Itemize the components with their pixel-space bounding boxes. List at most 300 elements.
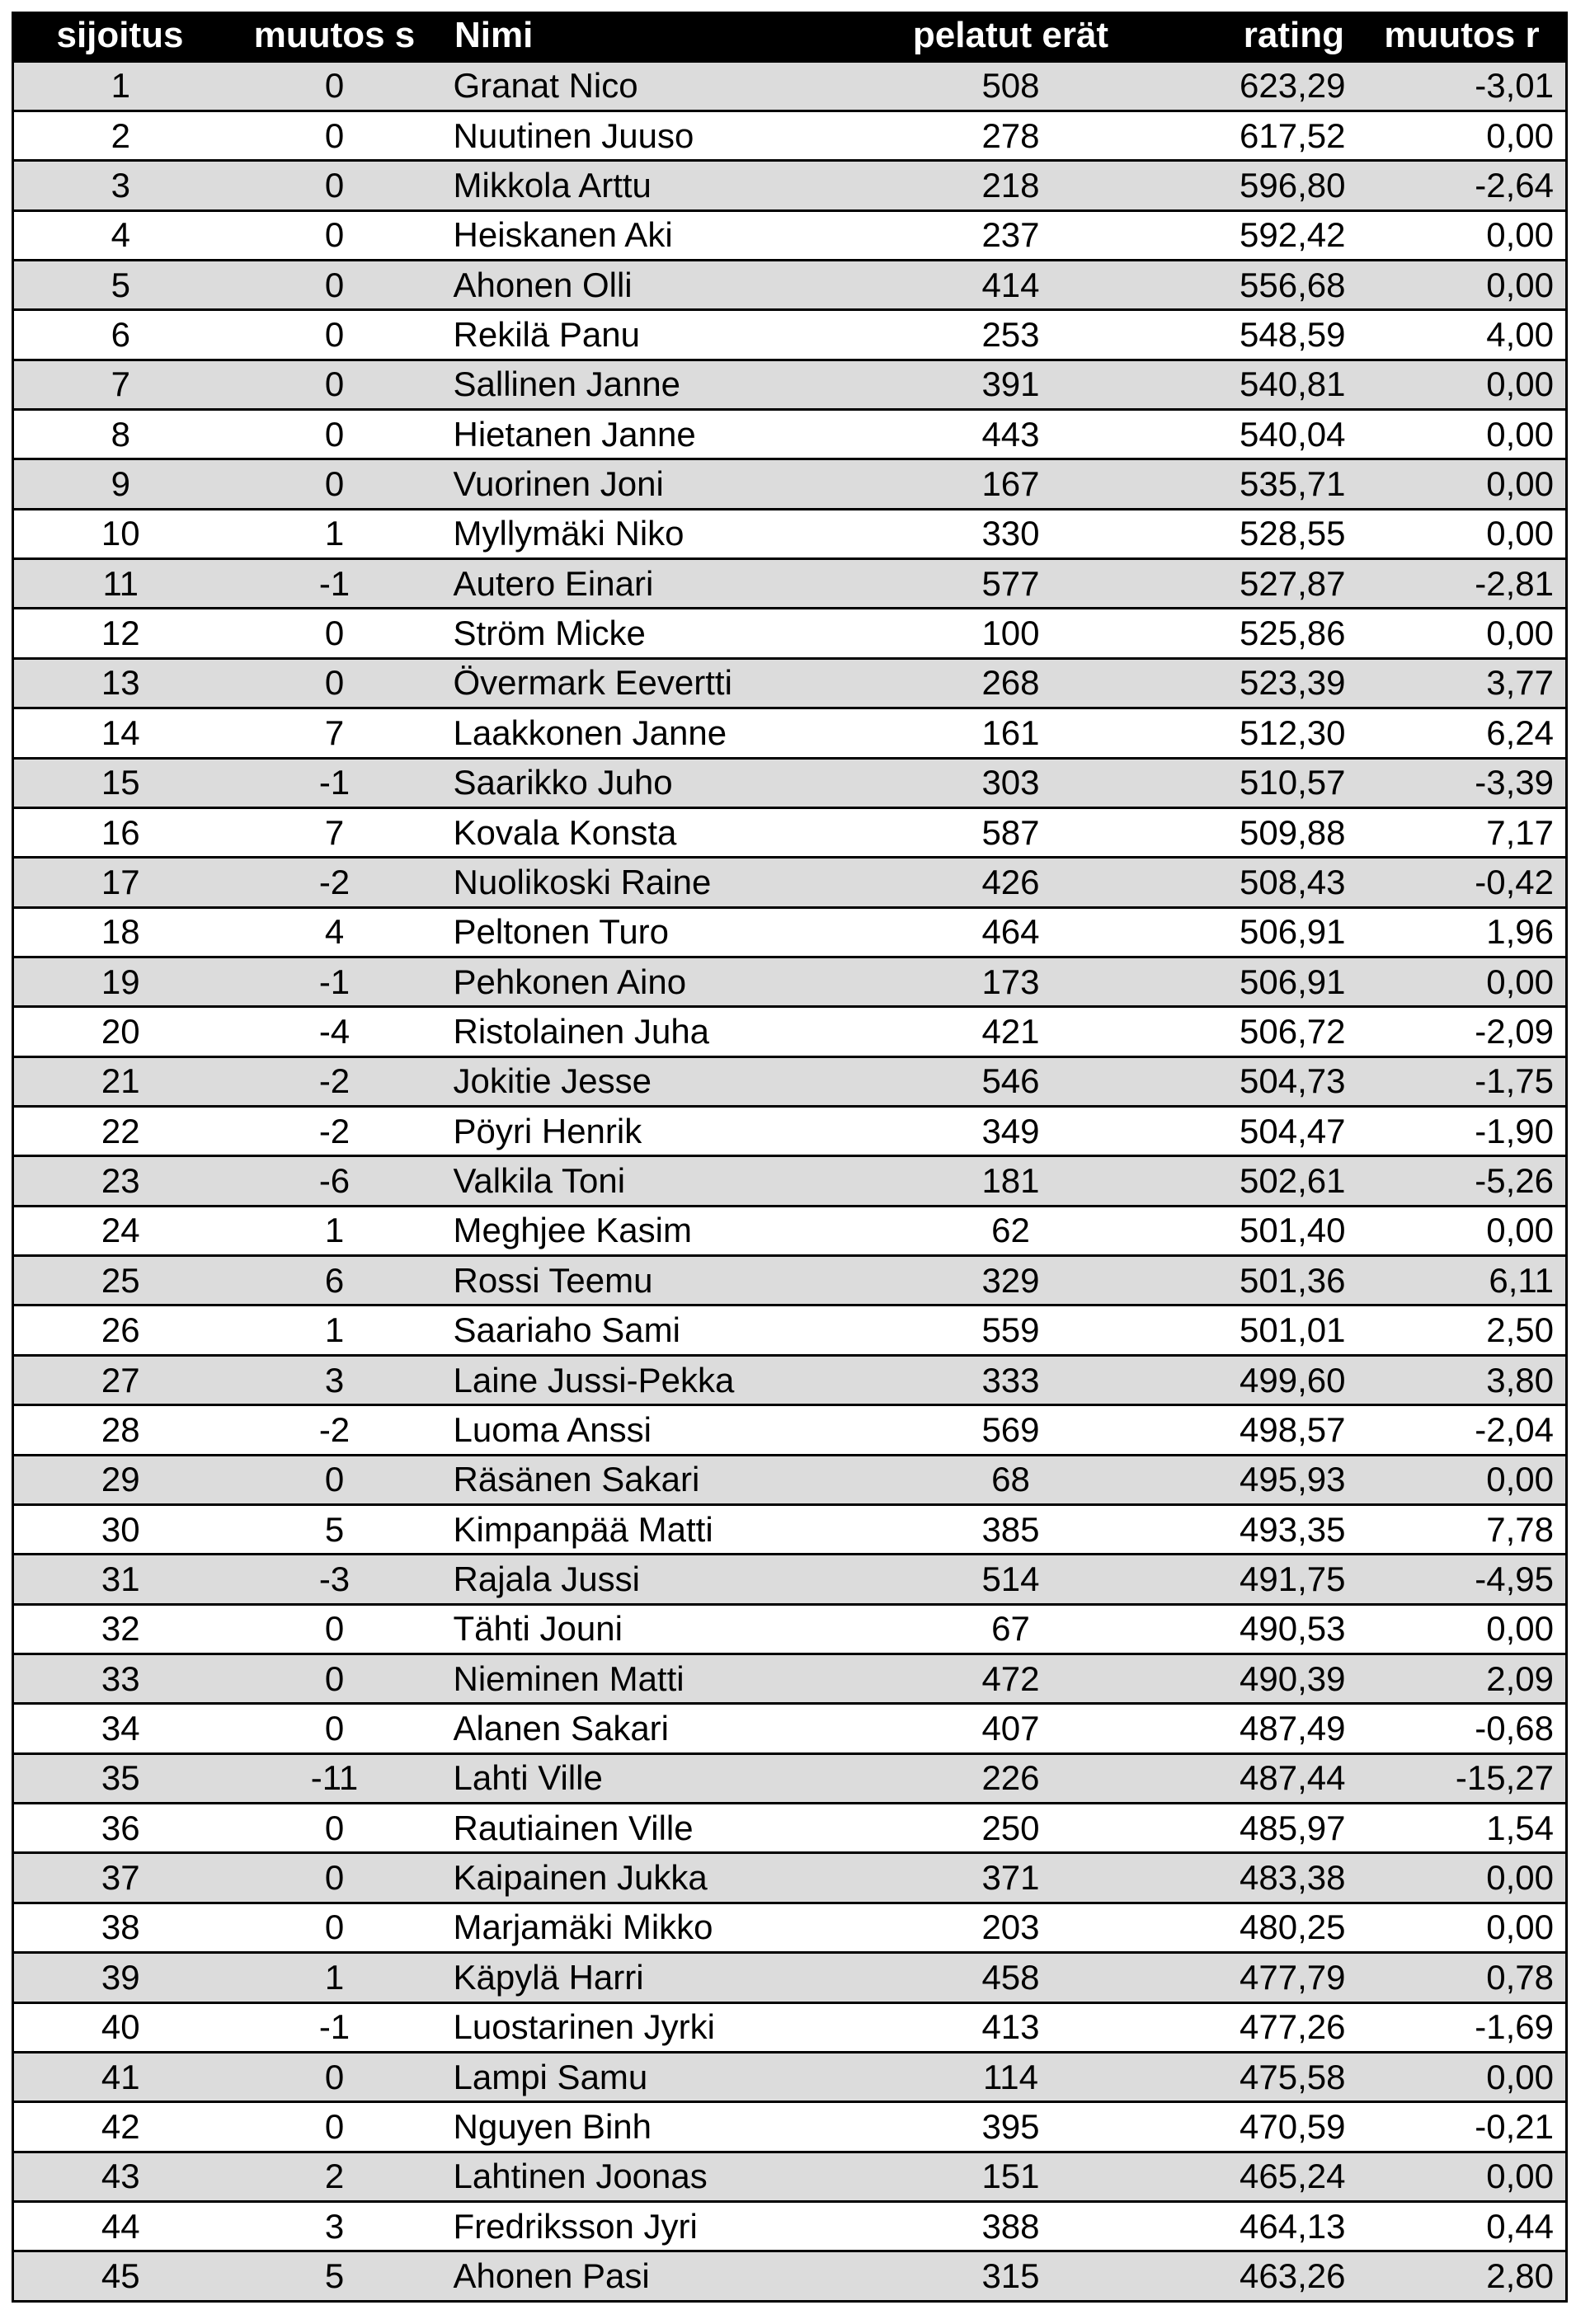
table-row bbox=[13, 310, 1567, 360]
cell-rating-change: 7,17 bbox=[1357, 807, 1567, 857]
cell-rating-change: 3,80 bbox=[1357, 1355, 1567, 1404]
cell-rating: 506,91 bbox=[1151, 907, 1357, 957]
cell-rank-change: 0 bbox=[228, 1604, 442, 1654]
cell-rating: 623,29 bbox=[1151, 61, 1357, 111]
header-games: pelatut erät bbox=[871, 12, 1151, 61]
table-row bbox=[13, 1156, 1567, 1206]
cell-name: Heiskanen Aki bbox=[442, 210, 871, 260]
cell-rank-change: 7 bbox=[228, 708, 442, 758]
table-row bbox=[13, 1455, 1567, 1504]
cell-games: 114 bbox=[871, 2052, 1151, 2101]
cell-name: Räsänen Sakari bbox=[442, 1455, 871, 1504]
cell-rank: 20 bbox=[13, 1007, 228, 1056]
cell-games: 67 bbox=[871, 1604, 1151, 1654]
cell-games: 226 bbox=[871, 1753, 1151, 1803]
cell-rank-change: 0 bbox=[228, 2102, 442, 2152]
cell-name: Meghjee Kasim bbox=[442, 1206, 871, 1255]
cell-rating: 477,26 bbox=[1151, 2002, 1357, 2052]
cell-name: Ström Micke bbox=[442, 609, 871, 658]
cell-rank-change: 0 bbox=[228, 2052, 442, 2101]
cell-rank: 21 bbox=[13, 1056, 228, 1106]
cell-rating: 548,59 bbox=[1151, 310, 1357, 360]
cell-name: Alanen Sakari bbox=[442, 1704, 871, 1753]
table-row bbox=[13, 1007, 1567, 1056]
cell-rating: 535,71 bbox=[1151, 459, 1357, 509]
cell-games: 569 bbox=[871, 1405, 1151, 1455]
cell-games: 333 bbox=[871, 1355, 1151, 1404]
cell-name: Rekilä Panu bbox=[442, 310, 871, 360]
cell-rank-change: -3 bbox=[228, 1555, 442, 1604]
cell-games: 385 bbox=[871, 1504, 1151, 1554]
cell-rating-change: 0,00 bbox=[1357, 1455, 1567, 1504]
cell-rank: 36 bbox=[13, 1804, 228, 1853]
table-row bbox=[13, 1405, 1567, 1455]
table-row bbox=[13, 1256, 1567, 1305]
cell-rating-change: 0,00 bbox=[1357, 509, 1567, 558]
cell-rank: 41 bbox=[13, 2052, 228, 2101]
cell-name: Ristolainen Juha bbox=[442, 1007, 871, 1056]
cell-rank-change: -6 bbox=[228, 1156, 442, 1206]
cell-rank: 39 bbox=[13, 1953, 228, 2002]
cell-games: 391 bbox=[871, 360, 1151, 409]
header-rank: sijoitus bbox=[13, 12, 228, 61]
cell-games: 587 bbox=[871, 807, 1151, 857]
table-row bbox=[13, 1604, 1567, 1654]
cell-name: Rajala Jussi bbox=[442, 1555, 871, 1604]
cell-games: 151 bbox=[871, 2152, 1151, 2201]
header-row bbox=[13, 12, 1567, 61]
cell-rank-change: 5 bbox=[228, 2251, 442, 2301]
cell-rating-change: 2,50 bbox=[1357, 1305, 1567, 1355]
cell-rating: 540,81 bbox=[1151, 360, 1357, 409]
table-row bbox=[13, 1753, 1567, 1803]
table-row bbox=[13, 1504, 1567, 1554]
header-rank-change: muutos s bbox=[228, 12, 442, 61]
cell-rating-change: 0,00 bbox=[1357, 1903, 1567, 1952]
cell-rating: 509,88 bbox=[1151, 807, 1357, 857]
cell-rating-change: 4,00 bbox=[1357, 310, 1567, 360]
cell-rank-change: 4 bbox=[228, 907, 442, 957]
cell-rank: 29 bbox=[13, 1455, 228, 1504]
cell-rating: 495,93 bbox=[1151, 1455, 1357, 1504]
cell-rating-change: 2,09 bbox=[1357, 1654, 1567, 1704]
cell-name: Saariaho Sami bbox=[442, 1305, 871, 1355]
table-row bbox=[13, 260, 1567, 309]
cell-rank: 26 bbox=[13, 1305, 228, 1355]
cell-name: Pöyri Henrik bbox=[442, 1107, 871, 1156]
table-header bbox=[13, 12, 1567, 61]
cell-games: 62 bbox=[871, 1206, 1151, 1255]
cell-games: 218 bbox=[871, 161, 1151, 210]
cell-games: 278 bbox=[871, 111, 1151, 160]
cell-rank: 5 bbox=[13, 260, 228, 309]
cell-rating: 556,68 bbox=[1151, 260, 1357, 309]
cell-rank-change: 0 bbox=[228, 111, 442, 160]
cell-rating-change: 1,96 bbox=[1357, 907, 1567, 957]
cell-games: 253 bbox=[871, 310, 1151, 360]
cell-name: Marjamäki Mikko bbox=[442, 1903, 871, 1952]
cell-rating: 501,40 bbox=[1151, 1206, 1357, 1255]
cell-name: Luostarinen Jyrki bbox=[442, 2002, 871, 2052]
cell-rating-change: -15,27 bbox=[1357, 1753, 1567, 1803]
cell-games: 203 bbox=[871, 1903, 1151, 1952]
cell-rating: 540,04 bbox=[1151, 410, 1357, 459]
table-row bbox=[13, 2251, 1567, 2301]
cell-rank-change: 0 bbox=[228, 459, 442, 509]
cell-name: Kovala Konsta bbox=[442, 807, 871, 857]
table-row bbox=[13, 509, 1567, 558]
cell-rating-change: 6,11 bbox=[1357, 1256, 1567, 1305]
cell-rank: 6 bbox=[13, 310, 228, 360]
cell-rating: 475,58 bbox=[1151, 2052, 1357, 2101]
table-row bbox=[13, 2152, 1567, 2201]
cell-name: Fredriksson Jyri bbox=[442, 2201, 871, 2251]
cell-rank: 38 bbox=[13, 1903, 228, 1952]
cell-rank-change: 0 bbox=[228, 310, 442, 360]
cell-rating-change: -1,75 bbox=[1357, 1056, 1567, 1106]
cell-name: Ahonen Olli bbox=[442, 260, 871, 309]
cell-rating: 501,01 bbox=[1151, 1305, 1357, 1355]
cell-rating-change: -4,95 bbox=[1357, 1555, 1567, 1604]
cell-rating: 525,86 bbox=[1151, 609, 1357, 658]
cell-rating: 510,57 bbox=[1151, 758, 1357, 807]
cell-rank-change: 0 bbox=[228, 410, 442, 459]
cell-rating: 501,36 bbox=[1151, 1256, 1357, 1305]
cell-games: 472 bbox=[871, 1654, 1151, 1704]
cell-rating: 464,13 bbox=[1151, 2201, 1357, 2251]
cell-rating: 504,73 bbox=[1151, 1056, 1357, 1106]
table-row bbox=[13, 907, 1567, 957]
header-rating-change: muutos r bbox=[1357, 12, 1567, 61]
cell-rating-change: -0,42 bbox=[1357, 858, 1567, 907]
cell-games: 329 bbox=[871, 1256, 1151, 1305]
cell-games: 395 bbox=[871, 2102, 1151, 2152]
cell-games: 407 bbox=[871, 1704, 1151, 1753]
cell-rank: 19 bbox=[13, 957, 228, 1006]
cell-rank-change: 0 bbox=[228, 210, 442, 260]
cell-rank: 8 bbox=[13, 410, 228, 459]
cell-rating-change: -2,04 bbox=[1357, 1405, 1567, 1455]
table-row bbox=[13, 210, 1567, 260]
cell-rating-change: 0,44 bbox=[1357, 2201, 1567, 2251]
header-name: Nimi bbox=[442, 12, 871, 61]
cell-name: Övermark Eevertti bbox=[442, 658, 871, 708]
cell-rating-change: 3,77 bbox=[1357, 658, 1567, 708]
table-row bbox=[13, 559, 1567, 609]
table-row bbox=[13, 1555, 1567, 1604]
cell-rank: 42 bbox=[13, 2102, 228, 2152]
cell-rank: 43 bbox=[13, 2152, 228, 2201]
table-row bbox=[13, 957, 1567, 1006]
table-row bbox=[13, 1305, 1567, 1355]
cell-games: 546 bbox=[871, 1056, 1151, 1106]
cell-games: 315 bbox=[871, 2251, 1151, 2301]
cell-games: 514 bbox=[871, 1555, 1151, 1604]
cell-name: Myllymäki Niko bbox=[442, 509, 871, 558]
cell-games: 349 bbox=[871, 1107, 1151, 1156]
cell-rating: 528,55 bbox=[1151, 509, 1357, 558]
table-row bbox=[13, 1903, 1567, 1952]
cell-rating-change: 0,00 bbox=[1357, 1604, 1567, 1654]
cell-rank-change: 0 bbox=[228, 360, 442, 409]
cell-name: Pehkonen Aino bbox=[442, 957, 871, 1006]
table-row bbox=[13, 1654, 1567, 1704]
cell-rating-change: 7,78 bbox=[1357, 1504, 1567, 1554]
table-row bbox=[13, 1056, 1567, 1106]
cell-rating-change: -0,68 bbox=[1357, 1704, 1567, 1753]
cell-rating: 470,59 bbox=[1151, 2102, 1357, 2152]
cell-rating-change: 1,54 bbox=[1357, 1804, 1567, 1853]
ranking-table-container bbox=[12, 12, 1565, 2303]
cell-rating: 596,80 bbox=[1151, 161, 1357, 210]
cell-games: 577 bbox=[871, 559, 1151, 609]
cell-rank-change: 0 bbox=[228, 1455, 442, 1504]
cell-rank-change: 1 bbox=[228, 1953, 442, 2002]
cell-rank: 33 bbox=[13, 1654, 228, 1704]
cell-rating: 477,79 bbox=[1151, 1953, 1357, 2002]
cell-rank-change: -1 bbox=[228, 957, 442, 1006]
cell-name: Rautiainen Ville bbox=[442, 1804, 871, 1853]
cell-rank: 27 bbox=[13, 1355, 228, 1404]
cell-rating: 506,72 bbox=[1151, 1007, 1357, 1056]
table-row bbox=[13, 1804, 1567, 1853]
cell-name: Lahti Ville bbox=[442, 1753, 871, 1803]
cell-rating-change: 0,00 bbox=[1357, 410, 1567, 459]
cell-rating-change: -3,01 bbox=[1357, 61, 1567, 111]
table-row bbox=[13, 459, 1567, 509]
cell-rating-change: 0,00 bbox=[1357, 210, 1567, 260]
cell-rank: 31 bbox=[13, 1555, 228, 1604]
cell-rating-change: 0,00 bbox=[1357, 459, 1567, 509]
cell-games: 559 bbox=[871, 1305, 1151, 1355]
cell-rating-change: 0,00 bbox=[1357, 260, 1567, 309]
table-row bbox=[13, 658, 1567, 708]
table-row bbox=[13, 1853, 1567, 1903]
cell-rank: 25 bbox=[13, 1256, 228, 1305]
cell-rank: 22 bbox=[13, 1107, 228, 1156]
cell-rank: 3 bbox=[13, 161, 228, 210]
table-row bbox=[13, 1107, 1567, 1156]
cell-rank-change: -1 bbox=[228, 758, 442, 807]
cell-rating: 483,38 bbox=[1151, 1853, 1357, 1903]
cell-rating: 504,47 bbox=[1151, 1107, 1357, 1156]
cell-rank-change: 1 bbox=[228, 1305, 442, 1355]
cell-games: 167 bbox=[871, 459, 1151, 509]
cell-rank-change: 0 bbox=[228, 61, 442, 111]
cell-rating-change: 0,00 bbox=[1357, 957, 1567, 1006]
cell-rank-change: 0 bbox=[228, 1804, 442, 1853]
cell-name: Mikkola Arttu bbox=[442, 161, 871, 210]
cell-rank-change: 0 bbox=[228, 1654, 442, 1704]
cell-name: Nuutinen Juuso bbox=[442, 111, 871, 160]
cell-rank-change: 2 bbox=[228, 2152, 442, 2201]
cell-games: 464 bbox=[871, 907, 1151, 957]
cell-rating: 502,61 bbox=[1151, 1156, 1357, 1206]
table-row bbox=[13, 2002, 1567, 2052]
cell-name: Hietanen Janne bbox=[442, 410, 871, 459]
cell-rating-change: 0,00 bbox=[1357, 111, 1567, 160]
cell-name: Granat Nico bbox=[442, 61, 871, 111]
cell-games: 371 bbox=[871, 1853, 1151, 1903]
table-row bbox=[13, 609, 1567, 658]
cell-rank: 44 bbox=[13, 2201, 228, 2251]
cell-rank: 4 bbox=[13, 210, 228, 260]
cell-name: Sallinen Janne bbox=[442, 360, 871, 409]
cell-rating-change: 0,00 bbox=[1357, 1206, 1567, 1255]
cell-games: 173 bbox=[871, 957, 1151, 1006]
cell-rating-change: -1,90 bbox=[1357, 1107, 1567, 1156]
cell-rank-change: 3 bbox=[228, 2201, 442, 2251]
cell-rating: 508,43 bbox=[1151, 858, 1357, 907]
cell-rank: 10 bbox=[13, 509, 228, 558]
table-row bbox=[13, 1704, 1567, 1753]
cell-rank: 30 bbox=[13, 1504, 228, 1554]
cell-rank-change: -2 bbox=[228, 1056, 442, 1106]
cell-name: Lahtinen Joonas bbox=[442, 2152, 871, 2201]
cell-name: Autero Einari bbox=[442, 559, 871, 609]
cell-games: 68 bbox=[871, 1455, 1151, 1504]
cell-rank-change: -2 bbox=[228, 1405, 442, 1455]
cell-rating: 480,25 bbox=[1151, 1903, 1357, 1952]
cell-name: Käpylä Harri bbox=[442, 1953, 871, 2002]
table-row bbox=[13, 1355, 1567, 1404]
cell-rating-change: -5,26 bbox=[1357, 1156, 1567, 1206]
cell-games: 181 bbox=[871, 1156, 1151, 1206]
cell-rank-change: -2 bbox=[228, 858, 442, 907]
cell-games: 161 bbox=[871, 708, 1151, 758]
table-row bbox=[13, 2052, 1567, 2101]
cell-games: 237 bbox=[871, 210, 1151, 260]
cell-rating: 512,30 bbox=[1151, 708, 1357, 758]
cell-rank-change: 0 bbox=[228, 609, 442, 658]
cell-rank-change: -1 bbox=[228, 2002, 442, 2052]
cell-rank-change: 0 bbox=[228, 1903, 442, 1952]
cell-rank-change: 6 bbox=[228, 1256, 442, 1305]
cell-rank: 28 bbox=[13, 1405, 228, 1455]
cell-rating: 487,49 bbox=[1151, 1704, 1357, 1753]
cell-rank-change: 3 bbox=[228, 1355, 442, 1404]
cell-rating-change: 6,24 bbox=[1357, 708, 1567, 758]
cell-name: Vuorinen Joni bbox=[442, 459, 871, 509]
cell-rating: 506,91 bbox=[1151, 957, 1357, 1006]
cell-games: 443 bbox=[871, 410, 1151, 459]
cell-rating-change: -1,69 bbox=[1357, 2002, 1567, 2052]
cell-rating: 463,26 bbox=[1151, 2251, 1357, 2301]
cell-rank-change: 7 bbox=[228, 807, 442, 857]
table-row bbox=[13, 708, 1567, 758]
cell-rating: 491,75 bbox=[1151, 1555, 1357, 1604]
cell-rank: 45 bbox=[13, 2251, 228, 2301]
cell-rank: 34 bbox=[13, 1704, 228, 1753]
cell-rank-change: 0 bbox=[228, 260, 442, 309]
cell-rank: 35 bbox=[13, 1753, 228, 1803]
cell-games: 421 bbox=[871, 1007, 1151, 1056]
cell-rank: 16 bbox=[13, 807, 228, 857]
table-row bbox=[13, 858, 1567, 907]
cell-rank: 18 bbox=[13, 907, 228, 957]
table-row bbox=[13, 1206, 1567, 1255]
table-row bbox=[13, 61, 1567, 111]
cell-rank: 12 bbox=[13, 609, 228, 658]
cell-rank: 37 bbox=[13, 1853, 228, 1903]
cell-rating-change: -3,39 bbox=[1357, 758, 1567, 807]
cell-rank: 1 bbox=[13, 61, 228, 111]
cell-games: 414 bbox=[871, 260, 1151, 309]
cell-name: Luoma Anssi bbox=[442, 1405, 871, 1455]
cell-rating-change: 0,78 bbox=[1357, 1953, 1567, 2002]
cell-rating: 592,42 bbox=[1151, 210, 1357, 260]
header-rating: rating bbox=[1151, 12, 1357, 61]
cell-rank-change: 1 bbox=[228, 1206, 442, 1255]
cell-rank-change: 0 bbox=[228, 161, 442, 210]
cell-name: Ahonen Pasi bbox=[442, 2251, 871, 2301]
cell-games: 303 bbox=[871, 758, 1151, 807]
cell-name: Nguyen Binh bbox=[442, 2102, 871, 2152]
cell-rating-change: 0,00 bbox=[1357, 2052, 1567, 2101]
cell-rating: 498,57 bbox=[1151, 1405, 1357, 1455]
cell-rank: 7 bbox=[13, 360, 228, 409]
cell-rating: 493,35 bbox=[1151, 1504, 1357, 1554]
cell-rating-change: 0,00 bbox=[1357, 2152, 1567, 2201]
cell-name: Nieminen Matti bbox=[442, 1654, 871, 1704]
cell-rank: 11 bbox=[13, 559, 228, 609]
cell-rating: 490,53 bbox=[1151, 1604, 1357, 1654]
table-row bbox=[13, 360, 1567, 409]
cell-name: Saarikko Juho bbox=[442, 758, 871, 807]
cell-rank-change: -2 bbox=[228, 1107, 442, 1156]
cell-name: Jokitie Jesse bbox=[442, 1056, 871, 1106]
cell-rating-change: 2,80 bbox=[1357, 2251, 1567, 2301]
cell-rating: 523,39 bbox=[1151, 658, 1357, 708]
cell-rating-change: 0,00 bbox=[1357, 609, 1567, 658]
cell-rank: 24 bbox=[13, 1206, 228, 1255]
cell-rating: 527,87 bbox=[1151, 559, 1357, 609]
cell-games: 508 bbox=[871, 61, 1151, 111]
cell-rank: 14 bbox=[13, 708, 228, 758]
cell-rank: 32 bbox=[13, 1604, 228, 1654]
cell-rank-change: -4 bbox=[228, 1007, 442, 1056]
cell-rank-change: 0 bbox=[228, 1853, 442, 1903]
cell-rating: 617,52 bbox=[1151, 111, 1357, 160]
cell-rating-change: -2,64 bbox=[1357, 161, 1567, 210]
cell-games: 330 bbox=[871, 509, 1151, 558]
table-row bbox=[13, 161, 1567, 210]
cell-name: Tähti Jouni bbox=[442, 1604, 871, 1654]
cell-rank-change: 0 bbox=[228, 658, 442, 708]
cell-name: Kimpanpää Matti bbox=[442, 1504, 871, 1554]
cell-games: 426 bbox=[871, 858, 1151, 907]
cell-name: Kaipainen Jukka bbox=[442, 1853, 871, 1903]
cell-name: Rossi Teemu bbox=[442, 1256, 871, 1305]
table-row bbox=[13, 1953, 1567, 2002]
table-row bbox=[13, 2102, 1567, 2152]
cell-name: Peltonen Turo bbox=[442, 907, 871, 957]
cell-rating: 490,39 bbox=[1151, 1654, 1357, 1704]
cell-name: Laakkonen Janne bbox=[442, 708, 871, 758]
cell-rank: 2 bbox=[13, 111, 228, 160]
cell-name: Valkila Toni bbox=[442, 1156, 871, 1206]
cell-name: Laine Jussi-Pekka bbox=[442, 1355, 871, 1404]
cell-rating-change: 0,00 bbox=[1357, 1853, 1567, 1903]
cell-name: Lampi Samu bbox=[442, 2052, 871, 2101]
cell-games: 458 bbox=[871, 1953, 1151, 2002]
cell-games: 250 bbox=[871, 1804, 1151, 1853]
cell-rating: 499,60 bbox=[1151, 1355, 1357, 1404]
table-row bbox=[13, 758, 1567, 807]
table-body bbox=[13, 61, 1567, 2301]
cell-rating: 487,44 bbox=[1151, 1753, 1357, 1803]
cell-rating-change: -2,81 bbox=[1357, 559, 1567, 609]
